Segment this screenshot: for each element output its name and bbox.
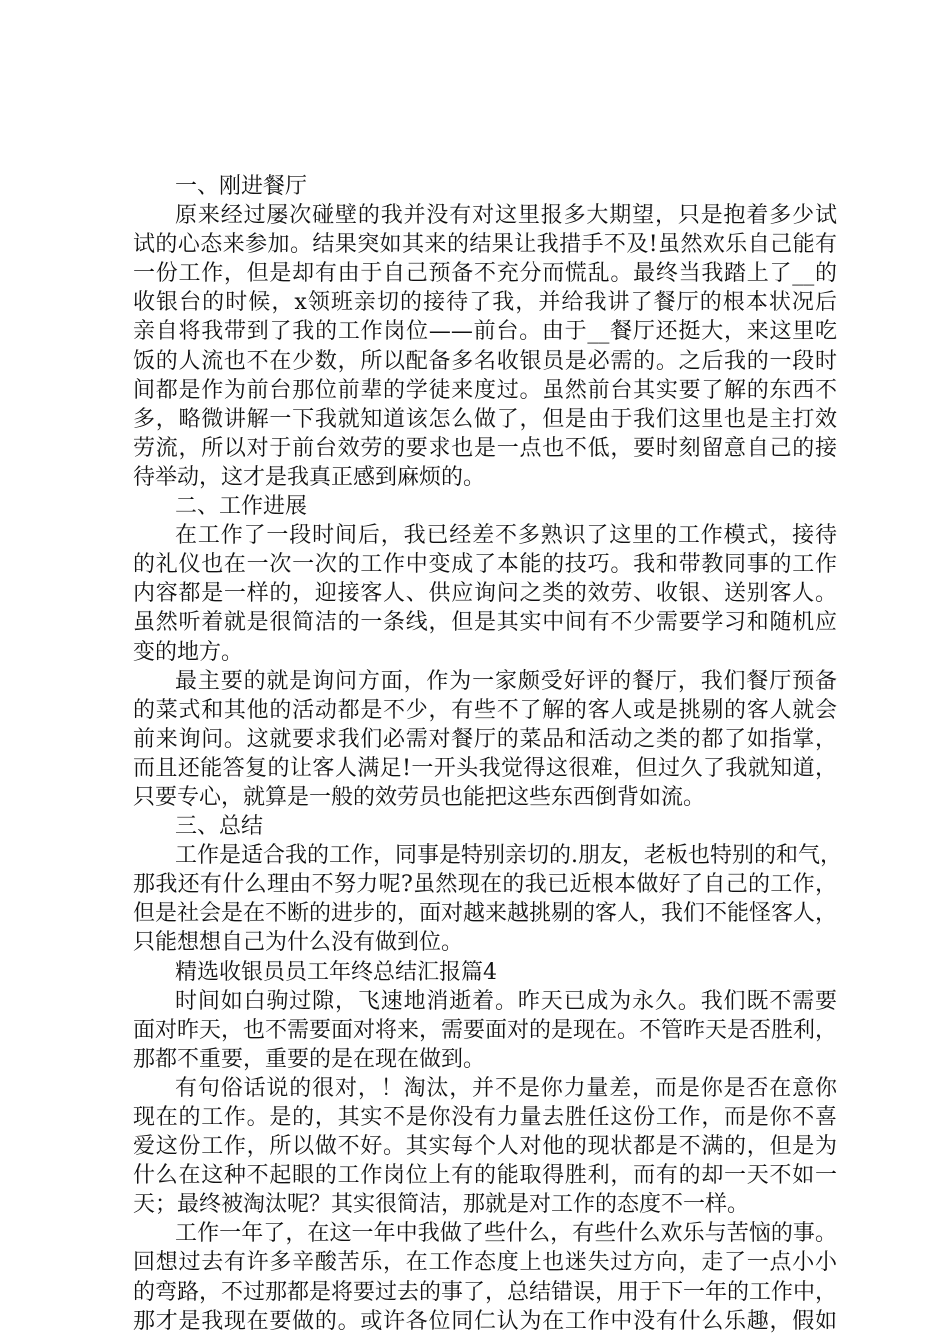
text-line: 饭的人流也不在少数，所以配备多名收银员是必需的。之后我的一段时 xyxy=(133,348,837,374)
text-line: 而且还能答复的让客人满足!一开头我觉得这很难，但过久了我就知道， xyxy=(133,755,837,781)
text-line: 只要专心，就算是一般的效劳员也能把这些东西倒背如流。 xyxy=(133,784,706,810)
text-line: 的菜式和其他的活动都是不少，有些不了解的客人或是挑剔的客人就会 xyxy=(133,697,837,723)
text-line: 时间如白驹过隙，飞速地消逝着。昨天已成为永久。我们既不需要 xyxy=(175,988,837,1014)
text-line: 有句俗话说的很对，！淘汰，并不是你力量差，而是你是否在意你 xyxy=(175,1075,837,1101)
text-line: 原来经过屡次碰壁的我并没有对这里报多大期望，只是抱着多少试 xyxy=(175,203,837,229)
text-line: 天；最终被淘汰呢？其实很简洁，那就是对工作的态度不一样。 xyxy=(133,1192,750,1218)
text-line: 前来询问。这就要求我们必需对餐厅的菜品和活动之类的都了如指掌， xyxy=(133,726,837,752)
text-line: 收银台的时候，x领班亲切的接待了我，并给我讲了餐厅的根本状况后 xyxy=(133,290,837,316)
text-line: 内容都是一样的，迎接客人、供应询问之类的效劳、收银、送别客人。 xyxy=(133,581,837,607)
document-body xyxy=(133,172,842,1336)
section-heading: 三、总结 xyxy=(175,814,264,840)
text-line: 什么在这种不起眼的工作岗位上有的能取得胜利，而有的却一天不如一 xyxy=(133,1163,837,1189)
text-line: 的弯路，不过那都是将要过去的事了，总结错误，用于下一年的工作中， xyxy=(133,1279,838,1305)
text-line: 试的心态来参加。结果突如其来的结果让我措手不及!虽然欢乐自己能有 xyxy=(133,232,837,258)
section-heading: 二、工作进展 xyxy=(175,494,308,520)
text-line: 工作是适合我的工作，同事是特别亲切的.朋友，老板也特别的和气， xyxy=(175,843,842,869)
text-line: 待举动，这才是我真正感到麻烦的。 xyxy=(133,464,486,490)
text-line: 间都是作为前台那位前辈的学徒来度过。虽然前台其实要了解的东西不 xyxy=(133,377,837,403)
text-line: 现在的工作。是的，其实不是你没有力量去胜任这份工作，而是你不喜 xyxy=(133,1105,837,1130)
text-line: 那才是我现在要做的。或许各位同仁认为在工作中没有什么乐趣，假如 xyxy=(133,1308,837,1334)
text-line: 在工作了一段时间后，我已经差不多熟识了这里的工作模式，接待 xyxy=(175,523,837,549)
text-line: 多，略微讲解一下我就知道该怎么做了，但是由于我们这里也是主打效 xyxy=(133,406,837,432)
text-line: 工作一年了，在这一年中我做了些什么，有些什么欢乐与苦恼的事。 xyxy=(175,1221,837,1247)
text-line: 劳流，所以对于前台效劳的要求也是一点也不低，要时刻留意自己的接 xyxy=(133,435,837,461)
text-line: 那都不重要，重要的是在现在做到。 xyxy=(133,1046,486,1072)
text-line: 亲自将我带到了我的工作岗位——前台。由于__餐厅还挺大，来这里吃 xyxy=(133,319,837,345)
text-line: 一份工作，但是却有由于自己预备不充分而慌乱。最终当我踏上了__的 xyxy=(133,261,837,287)
text-line: 最主要的就是询问方面，作为一家颇受好评的餐厅，我们餐厅预备 xyxy=(175,668,837,694)
text-line: 只能想想自己为什么没有做到位。 xyxy=(133,930,464,956)
text-line: 的礼仪也在一次一次的工作中变成了本能的技巧。我和带教同事的工作 xyxy=(133,552,837,578)
text-line: 但是社会是在不断的进步的，面对越来越挑剔的客人，我们不能怪客人， xyxy=(133,901,838,927)
text-line: 爱这份工作，所以做不好。其实每个人对他的现状都是不满的，但是为 xyxy=(133,1134,837,1160)
section-heading: 精选收银员员工年终总结汇报篇4 xyxy=(175,959,497,985)
text-line: 回想过去有许多辛酸苦乐，在工作态度上也迷失过方向，走了一点小小 xyxy=(133,1250,837,1276)
text-line: 虽然听着就是很简洁的一条线，但是其实中间有不少需要学习和随机应 xyxy=(133,610,837,636)
text-line: 面对昨天，也不需要面对将来，需要面对的是现在。不管昨天是否胜利， xyxy=(133,1017,838,1043)
text-line: 那我还有什么理由不努力呢?虽然现在的我已近根本做好了自己的工作， xyxy=(133,872,837,898)
section-heading: 一、刚进餐厅 xyxy=(175,174,308,199)
text-line: 变的地方。 xyxy=(133,639,244,665)
